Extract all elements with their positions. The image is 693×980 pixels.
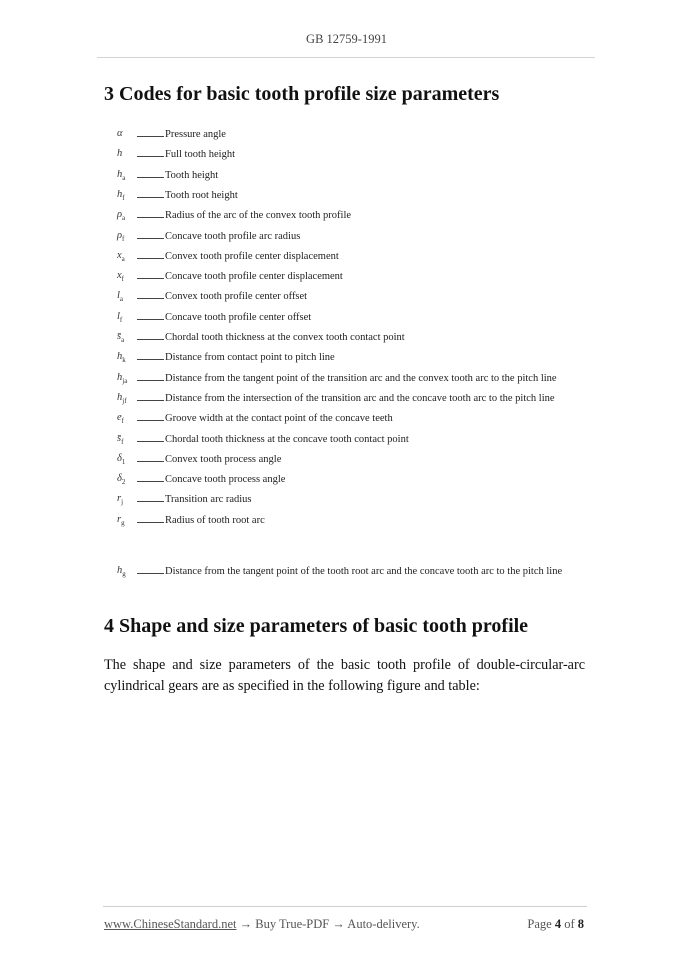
dash-separator [137,197,164,198]
symbol-description: Tooth root height [165,189,238,201]
symbol-letter: δ [117,452,122,464]
symbol [117,412,137,425]
symbol-description: Radius of tooth root arc [165,514,265,526]
symbol-description: Convex tooth process angle [165,453,282,465]
symbol [117,290,137,303]
page-header: GB 12759-1991 [306,32,387,46]
symbol-subscript: a [122,173,126,182]
symbol-letter: h [117,148,123,160]
symbol-subscript: f [121,437,124,446]
page-label: Page [527,917,552,931]
dash-separator [137,573,164,574]
symbol-description: Radius of the arc of the convex tooth profile [165,210,352,222]
symbol-letter: x [117,270,122,282]
symbol-letter: s̄ [117,432,122,444]
symbol [117,250,137,263]
symbol [117,128,137,141]
dash-separator [137,461,164,462]
symbol-description: Distance from contact point to pitch line [165,352,335,364]
dash-separator [137,177,164,178]
symbol-letter: l [117,310,120,322]
dash-separator [137,217,164,218]
symbol-description: Convex tooth profile center offset [165,291,308,303]
footer-tagline: → Buy True-PDF → Auto-delivery. [236,917,420,931]
symbol-subscript: a [122,214,126,223]
symbol-subscript: ja [122,376,128,385]
symbol-subscript: jf [122,396,127,405]
symbol-description: Groove width at the contact point of the concave teeth [165,413,393,425]
symbol-subscript: j [121,498,124,507]
symbol-subscript: g [122,570,126,579]
symbol [117,514,137,527]
dash-separator [137,278,164,279]
section-4-title: 4 Shape and size parameters of basic tooth profile [104,615,529,637]
symbol-letter: h [117,391,123,403]
symbol [117,189,137,202]
symbol-description: Convex tooth profile center displacement [165,250,339,262]
symbol [117,565,137,578]
symbol [117,331,137,344]
symbol-letter: r [117,493,122,505]
header-divider [97,57,595,58]
symbol-description: Distance from the intersection of the transition arc and the concave tooth arc to the pitch line [165,392,555,404]
symbol-letter: x [117,249,122,261]
symbol-description: Concave tooth profile center displacement [165,271,343,283]
symbol-letter: l [117,290,120,302]
symbol [117,433,137,446]
dash-separator [137,441,164,442]
symbol-description: Concave tooth profile center offset [165,311,312,323]
symbol-letter: δ [117,473,122,485]
symbol-subscript: a [119,295,124,304]
page-total: 8 [577,917,584,931]
footer-left [104,917,420,932]
symbol-subscript: f [119,315,123,324]
symbol-subscript: f [121,417,125,426]
dash-separator [137,238,164,239]
symbol [117,230,137,243]
symbol-description: Pressure angle [165,129,226,140]
symbol-description: Concave tooth process angle [165,474,286,486]
dash-separator [137,501,164,502]
symbol-description: Chordal tooth thickness at the concave tooth contact point [165,433,409,445]
dash-separator [137,339,164,340]
footer-divider [103,906,587,907]
symbol-description: Distance from the tangent point of the transition arc and the convex tooth arc to the pitch line [165,372,557,384]
symbol [117,148,137,161]
symbol-description: Concave tooth profile arc radius [165,230,301,242]
symbol-description: Distance from the tangent point of the tooth root arc and the concave tooth arc to the pitch line [165,566,563,577]
symbol-subscript: f [122,193,125,202]
symbol [117,270,137,283]
symbol-letter: h [117,168,123,180]
dash-separator [137,380,164,381]
page-indicator [527,917,584,932]
symbol-subscript: a [121,336,125,345]
symbol [117,209,137,222]
symbol-subscript: k [122,356,126,365]
dash-separator [137,136,164,137]
symbol-letter: h [117,371,123,383]
dash-separator [137,298,164,299]
symbol-subscript: f [122,234,125,243]
page-number: 4 [554,917,562,931]
symbol [117,311,137,324]
symbol [117,169,137,182]
symbol-letter: h [117,351,123,363]
dash-separator [137,522,164,523]
symbol [117,351,137,364]
section-3-title: 3 Codes for basic tooth profile size parameters [104,83,500,105]
symbol-subscript: 2 [121,478,126,487]
symbol-description: Transition arc radius [165,494,252,506]
symbol [117,372,137,385]
symbol [117,392,137,405]
symbol-letter: α [117,128,123,139]
dash-separator [137,359,164,360]
symbol-subscript: g [121,518,125,527]
site-link[interactable]: www.ChineseStandard.net [104,917,237,931]
section-4-paragraph: The shape and size parameters of the basic tooth profile of double-circular-arc cylindrical gears are as specified in the following figure and table: [104,657,585,694]
symbol-letter: ρ [117,229,123,241]
dash-separator [137,258,164,259]
symbol-letter: ρ [117,209,123,221]
dash-separator [137,156,164,157]
symbol-description: Chordal tooth thickness at the convex tooth contact point [165,332,405,343]
symbol-letter: h [117,565,123,576]
symbol-letter: h [117,188,123,200]
symbol-letter: r [117,513,122,525]
symbol [117,493,137,506]
dash-separator [137,400,164,401]
symbol-subscript: f [121,275,125,284]
of-label: of [564,917,575,931]
symbol [117,453,137,466]
symbol-description: Tooth height [165,169,219,181]
dash-separator [137,319,164,320]
symbol-letter: e [117,412,122,424]
symbol-letter: s̄ [117,331,122,342]
symbol [117,473,137,486]
symbol-subscript: 1 [121,457,126,466]
dash-separator [137,420,164,421]
dash-separator [137,481,164,482]
symbol-description: Full tooth height [165,149,236,161]
symbol-subscript: a [121,254,125,263]
